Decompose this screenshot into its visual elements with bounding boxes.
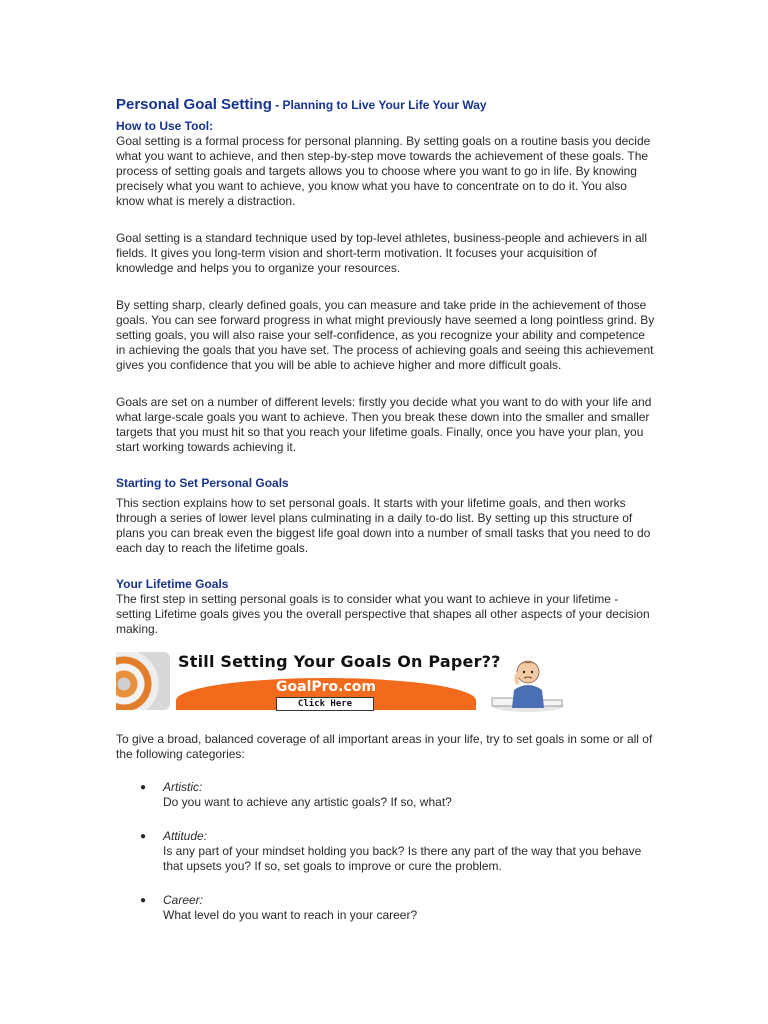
heading-starting-personal-goals: Starting to Set Personal Goals	[116, 476, 289, 490]
bullet-icon: ●	[140, 782, 147, 793]
paragraph-how-to-use-4: Goals are set on a number of different levels: firstly you decide what you want to do with your life and what large-scale goals you want to achieve. Then you break these down into the smaller and smaller targets that you must hit so that you reach your lifetime goals. Finally, once you have your plan, you start working towards achieving it.	[116, 395, 652, 454]
list-item	[116, 829, 656, 874]
paragraph-how-to-use-3: By setting sharp, clearly defined goals, you can measure and take pride in the achievement of those goals. You can see forward progress in what might previously have seemed a long pointless grind. By setting goals, you will also raise your self-confidence, as you recognize your ability and competence in achieving the goals that you have set. The process of achieving goals and seeing this achievement gives you confidence that you will be able to achieve higher and more difficult goals.	[116, 298, 655, 372]
category-name: Artistic:	[163, 780, 203, 794]
banner-brand: GoalPro.com	[276, 679, 376, 695]
thinking-man-icon	[488, 650, 568, 714]
category-name: Career:	[163, 893, 204, 907]
banner-click-button[interactable]: Click Here	[276, 697, 374, 711]
bullet-icon: ●	[140, 831, 147, 842]
banner-headline: Still Setting Your Goals On Paper??	[178, 652, 501, 671]
heading-lifetime-goals: Your Lifetime Goals	[116, 577, 229, 591]
page-title-main: Personal Goal Setting	[116, 96, 272, 113]
goal-categories-list	[116, 780, 656, 923]
list-item	[116, 893, 656, 923]
paragraph-categories-intro: To give a broad, balanced coverage of all important areas in your life, try to set goals in some or all of the following categories:	[116, 732, 653, 761]
paragraph-lifetime-goals: The first step in setting personal goals is to consider what you want to achieve in your lifetime - setting Lifetime goals gives you the overall perspective that shapes all other aspects of your decision making.	[116, 592, 650, 636]
category-name: Attitude:	[163, 829, 208, 843]
paragraph-how-to-use-2: Goal setting is a standard technique used by top-level athletes, business-people and achievers in all fields. It gives you long-term vision and short-term motivation. It focuses your acquisition of knowledge and helps you to organize your resources.	[116, 231, 647, 275]
paragraph-starting-personal-goals: This section explains how to set personal goals. It starts with your lifetime goals, and then works through a series of lower level plans culminating in a daily to-do list. By setting up this structure of plans you can break even the biggest life goal down into a number of small tasks that you need to do each day to reach the lifetime goals.	[116, 496, 651, 555]
page-title	[116, 95, 656, 115]
bullet-icon: ●	[140, 895, 147, 906]
page-title-subtitle: - Planning to Live Your Life Your Way	[271, 98, 487, 112]
heading-how-to-use: How to Use Tool:	[116, 119, 214, 133]
paragraph-how-to-use-1: Goal setting is a formal process for personal planning. By setting goals on a routine basis you decide what you want to achieve, and then step-by-step move towards the achievement of these goals. The process of setting goals and targets allows you to choose where you want to go in life. By knowing precisely what you want to achieve, you know what you have to concentrate on to do it. You also know what is merely a distraction.	[116, 134, 651, 208]
goalpro-ad-banner[interactable]	[116, 650, 570, 714]
category-description: What level do you want to reach in your career?	[163, 908, 418, 922]
category-description: Do you want to achieve any artistic goals? If so, what?	[163, 795, 452, 809]
document-page	[116, 95, 656, 942]
target-icon	[116, 652, 170, 710]
category-description: Is any part of your mindset holding you back? Is there any part of the way that you behave that upsets you? If so, set goals to improve or cure the problem.	[163, 844, 642, 873]
list-item	[116, 780, 656, 810]
